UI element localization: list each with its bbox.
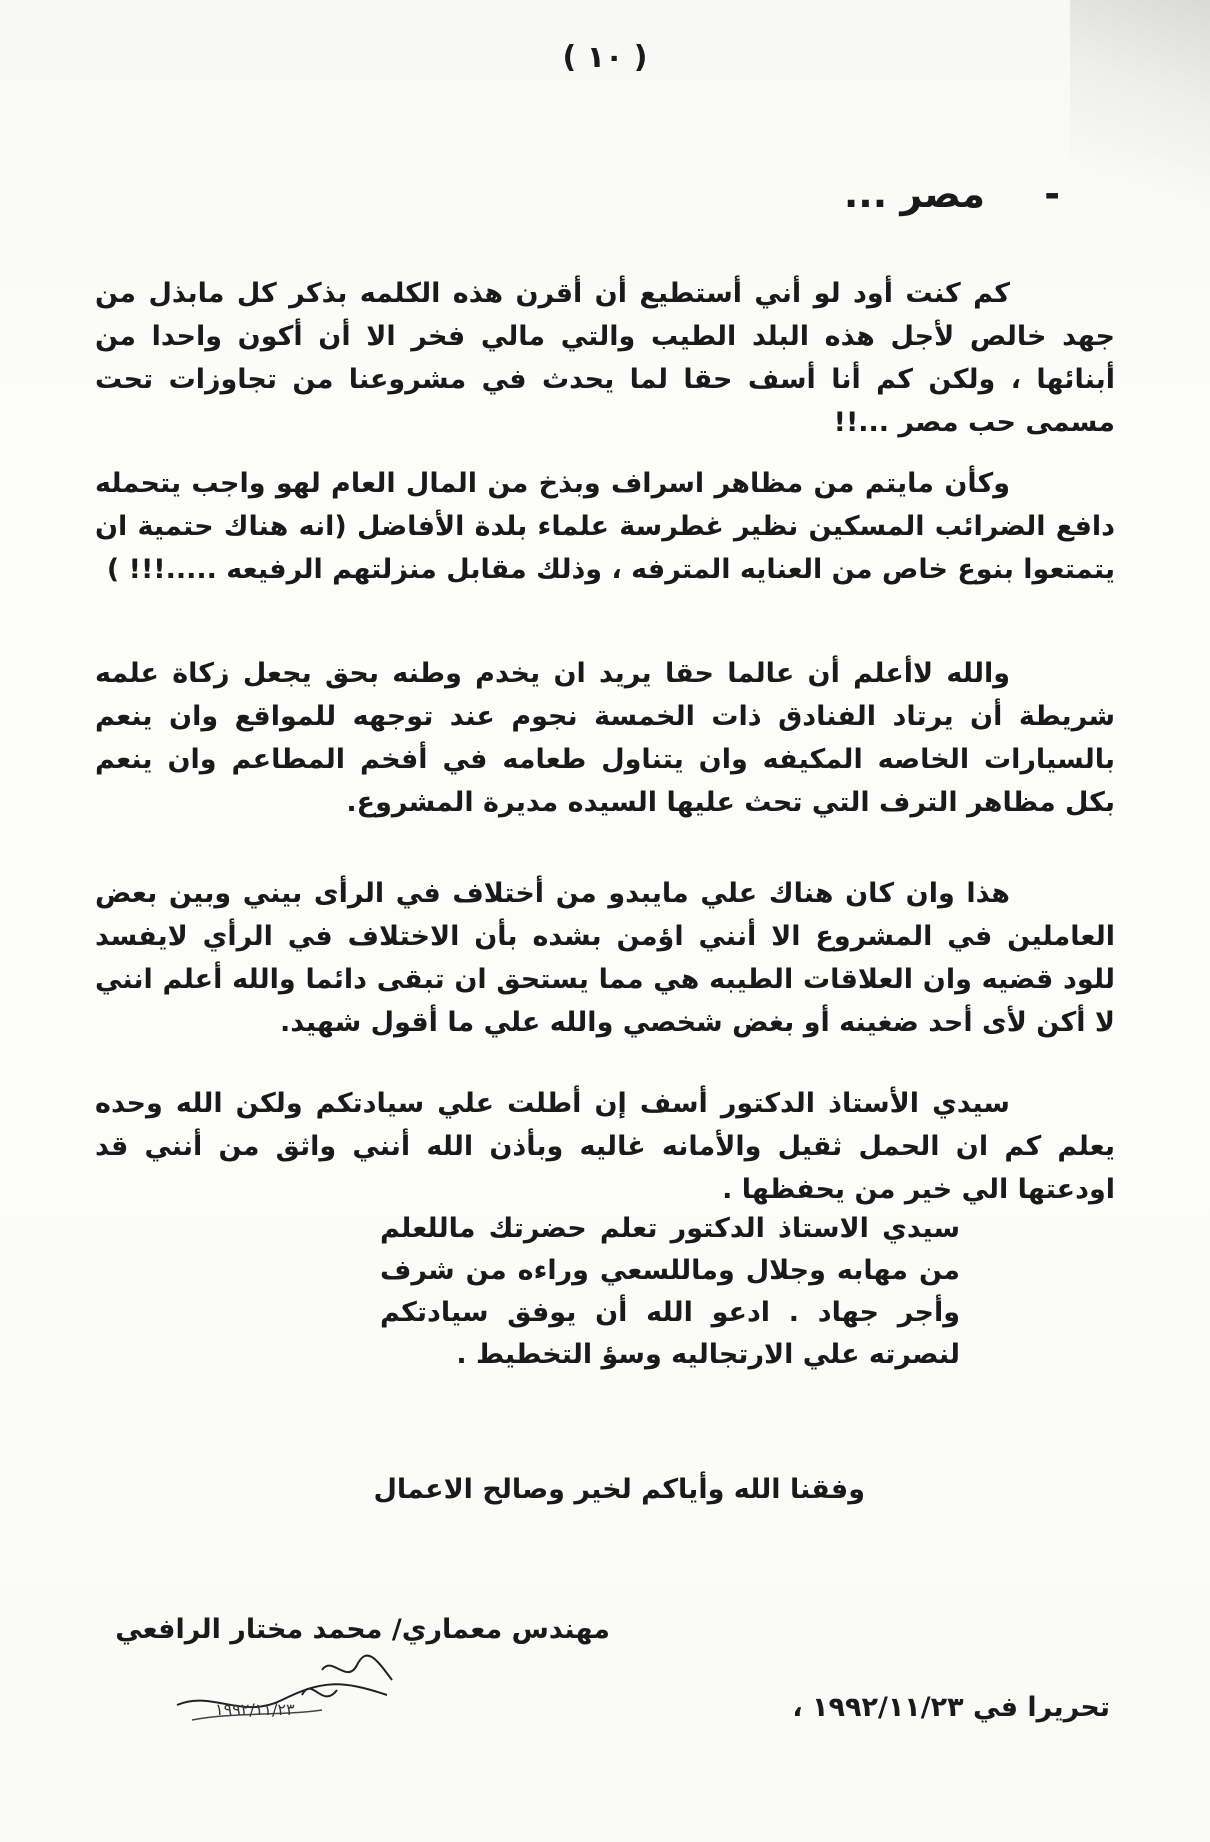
paragraph-1 bbox=[95, 272, 1115, 444]
paragraph-4-first-line: هذا وان كان هناك علي مايبدو من أختلاف في الرأى بيني وبين بعض bbox=[95, 878, 1010, 909]
page-number: ( ١٠ ) bbox=[562, 40, 648, 75]
indented-block: سيدي الاستاذ الدكتور تعلم حضرتك ماللعلم من مهابه وجلال وماللسعي وراءه من شرف وأجر جهاد . ادعو الله أن يوفق سيادتكم لنصرته علي الارتجاليه وسؤ التخطيط . bbox=[380, 1213, 960, 1370]
paragraph-2-first-line: وكأن مايتم من مظاهر اسراف وبذخ من المال العام لهو واجب يتحمله دافع bbox=[95, 468, 1115, 542]
heading-title: مصر ... bbox=[843, 172, 985, 216]
paragraph-2-body: الضرائب المسكين نظير غطرسة علماء بلدة الأفاضل (انه هناك حتمية ان يتمتعوا بنوع خاص من العنايه المترفه ، وذلك مقابل منزلتهم الرفيعه .....!!! ) bbox=[95, 511, 1115, 585]
paragraph-4 bbox=[95, 872, 1115, 1044]
paragraph-1-first-line: كم كنت أود لو أني أستطيع أن أقرن هذه الكلمه بذكر كل مابذل من جهد bbox=[95, 278, 1116, 352]
paragraph-5-body: ان الحمل ثقيل والأمانه غاليه وبأذن الله أنني واثق من أنني قد اودعتها الي خير من يحفظها . bbox=[95, 1131, 1115, 1205]
heading-dash: - bbox=[1044, 172, 1060, 216]
paragraph-3-first-line: والله لاأعلم أن عالما حقا يريد ان يخدم وطنه بحق يجعل زكاة علمه شريطة bbox=[95, 658, 1115, 732]
document-heading bbox=[844, 172, 1060, 216]
paragraph-5 bbox=[95, 1082, 1115, 1211]
paragraph-5-first-line: سيدي الأستاذ الدكتور أسف إن أطلت علي سيادتكم ولكن الله وحده يعلم كم bbox=[95, 1088, 1115, 1162]
paragraph-3-body: أن يرتاد الفنادق ذات الخمسة نجوم عند توجهه للمواقع وان ينعم بالسيارات الخاصه المكيفه وان يتناول طعامه في أفخم المطاعم وان ينعم بكل مظاهر الترف التي تحث عليها السيده مديرة المشروع. bbox=[95, 701, 1115, 818]
closing-line: وفقنا الله وأياكم لخير وصالح الاعمال bbox=[373, 1474, 865, 1505]
page-curl-shadow bbox=[1070, 0, 1210, 260]
paragraph-1-body: خالص لأجل هذه البلد الطيب والتي مالي فخر الا أن أكون واحدا من أبنائها ، ولكن كم أنا أسف حقا لما يحدث في مشروعنا من تجاوزات تحت مسمى حب مصر ...!! bbox=[95, 321, 1115, 438]
paragraph-4-body: العاملين في المشروع الا أنني اؤمن بشده بأن الاختلاف في الرأي لايفسد للود قضيه وان العلاقات الطيبه هي مما يستحق ان تبقى دائما والله أعلم انني لا أكن لأى أحد ضغينه أو بغض شخصي والله علي ما أقول شهيد. bbox=[95, 921, 1115, 1038]
signature-name: مهندس معماري/ محمد مختار الرافعي bbox=[115, 1614, 610, 1645]
handwritten-signature bbox=[172, 1650, 402, 1740]
paragraph-3 bbox=[95, 652, 1115, 824]
paragraph-2 bbox=[95, 462, 1115, 591]
signature-date: ١٩٩٢/١١/٢٣ bbox=[215, 1700, 295, 1719]
date-line: تحريرا في ١٩٩٢/١١/٢٣ ، bbox=[792, 1692, 1110, 1723]
